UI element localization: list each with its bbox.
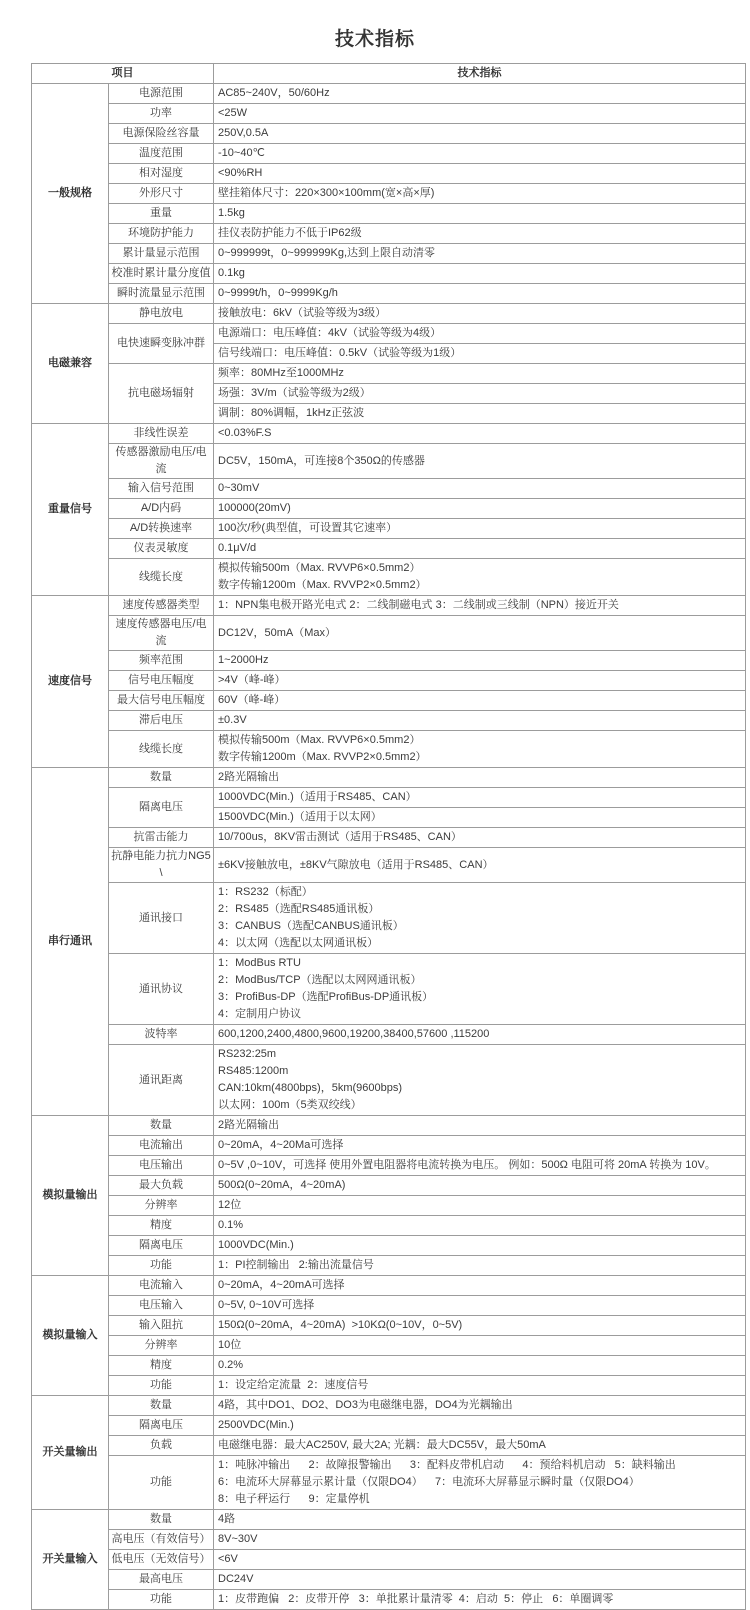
value-line: 以太网：100m（5类双绞线） [218, 1099, 362, 1111]
param-cell: 分辨率 [109, 1196, 214, 1216]
value-cell [214, 364, 746, 384]
value-cell [214, 731, 746, 768]
param-cell: 功能 [109, 1590, 214, 1610]
table-row [32, 1156, 746, 1176]
value-cell [214, 1256, 746, 1276]
value-line: 1~2000Hz [218, 654, 269, 666]
table-row [32, 1136, 746, 1156]
table-header-spec: 技术指标 [214, 64, 746, 84]
table-row [32, 519, 746, 539]
value-line: RS232:25m [218, 1048, 277, 1060]
param-cell: 低电压（无效信号） [109, 1550, 214, 1570]
value-line: 6：电流环大屏幕显示累计量（仅限DO4） 7：电流环大屏幕显示瞬时量（仅限DO4） [218, 1476, 640, 1488]
value-line: 信号线端口：电压峰值：0.5kV（试验等级为1级） [218, 347, 462, 359]
param-cell: 滞后电压 [109, 711, 214, 731]
param-cell: 温度范围 [109, 144, 214, 164]
value-cell [214, 404, 746, 424]
value-line: 3：ProfiBus-DP（选配ProfiBus-DP通讯板） [218, 991, 434, 1003]
param-cell: 最高电压 [109, 1570, 214, 1590]
table-row [32, 124, 746, 144]
value-line: 场强：3V/m（试验等级为2级） [218, 387, 371, 399]
table-row [32, 1396, 746, 1416]
value-cell [214, 444, 746, 479]
value-line: 模拟传输500m（Max. RVVP6×0.5mm2） [218, 734, 421, 746]
param-cell: 速度传感器电压/电流 [109, 616, 214, 651]
param-cell: 抗静电能力抗力NG5\ [109, 848, 214, 883]
value-line: <90%RH [218, 167, 263, 179]
table-row [32, 244, 746, 264]
value-cell [214, 1436, 746, 1456]
param-cell: 线缆长度 [109, 731, 214, 768]
value-line: 0~20mA，4~20mA可选择 [218, 1279, 345, 1291]
value-line: 电磁继电器：最大AC250V, 最大2A; 光耦：最大DC55V，最大50mA [218, 1439, 546, 1451]
value-cell [214, 711, 746, 731]
table-row [32, 1456, 746, 1510]
category-cell: 重量信号 [32, 424, 109, 596]
value-line: ±6KV接触放电，±8KV气隙放电（适用于RS485、CAN） [218, 858, 494, 871]
value-line: 数字传输1200m（Max. RVVP2×0.5mm2） [218, 579, 427, 591]
category-cell: 模拟量输出 [32, 1116, 109, 1276]
table-row [32, 1356, 746, 1376]
value-line: 1：皮带跑偏 2：皮带开停 3：单批累计量清零 4：启动 5：停止 6：单圈调零 [218, 1593, 614, 1605]
value-line: 数字传输1200m（Max. RVVP2×0.5mm2） [218, 751, 427, 763]
param-cell: 仪表灵敏度 [109, 539, 214, 559]
param-cell: 输入阻抗 [109, 1316, 214, 1336]
value-cell [214, 384, 746, 404]
value-cell [214, 1045, 746, 1116]
value-cell [214, 499, 746, 519]
value-line: <6V [218, 1553, 238, 1565]
param-cell: 抗电磁场辐射 [109, 364, 214, 424]
param-cell: 功能 [109, 1376, 214, 1396]
value-cell [214, 344, 746, 364]
spec-table-body [32, 84, 746, 1610]
table-row [32, 1196, 746, 1216]
value-line: 1：设定给定流量 2：速度信号 [218, 1379, 369, 1391]
value-line: 1000VDC(Min.)（适用于RS485、CAN） [218, 791, 417, 803]
value-cell [214, 204, 746, 224]
table-row [32, 304, 746, 324]
value-line: 1000VDC(Min.) [218, 1239, 294, 1251]
value-cell [214, 124, 746, 144]
value-cell [214, 1196, 746, 1216]
value-line: 1：吨脉冲输出 2：故障报警输出 3：配料皮带机启动 4：预给料机启动 5：缺料输出 [218, 1459, 676, 1471]
table-row [32, 1416, 746, 1436]
value-line: RS485:1200m [218, 1065, 289, 1077]
table-row [32, 224, 746, 244]
value-cell [214, 954, 746, 1025]
param-cell: 电压输出 [109, 1156, 214, 1176]
value-cell [214, 84, 746, 104]
value-line: 1：ModBus RTU [218, 957, 301, 969]
value-line: 1500VDC(Min.)（适用于以太网） [218, 811, 382, 823]
table-header-item: 项目 [32, 64, 214, 84]
value-line: 12位 [218, 1199, 242, 1211]
value-line: 0.1% [218, 1219, 244, 1231]
table-row [32, 84, 746, 104]
value-cell [214, 808, 746, 828]
category-cell: 开关量输出 [32, 1396, 109, 1510]
value-cell [214, 1550, 746, 1570]
table-row [32, 1116, 746, 1136]
value-cell [214, 244, 746, 264]
value-cell [214, 424, 746, 444]
value-line: DC5V，150mA，可连接8个350Ω的传感器 [218, 454, 425, 467]
param-cell: 频率范围 [109, 651, 214, 671]
param-cell: 数量 [109, 1396, 214, 1416]
value-cell [214, 1156, 746, 1176]
value-line: 1.5kg [218, 207, 245, 219]
table-row [32, 1216, 746, 1236]
value-line: 4：以太网（选配以太网通讯板） [218, 937, 379, 949]
value-line: 500Ω(0~20mA，4~20mA) [218, 1179, 346, 1191]
page-title: 技术指标 [334, 29, 415, 50]
table-row [32, 104, 746, 124]
table-row [32, 324, 746, 344]
param-cell: 输入信号范围 [109, 479, 214, 499]
table-row [32, 1336, 746, 1356]
table-row [32, 711, 746, 731]
value-line: 250V,0.5A [218, 127, 269, 139]
table-row [32, 828, 746, 848]
table-row [32, 1045, 746, 1116]
table-row [32, 444, 746, 479]
value-line: 0~20mA，4~20Ma可选择 [218, 1139, 344, 1151]
param-cell: 线缆长度 [109, 559, 214, 596]
value-cell [214, 1376, 746, 1396]
param-cell: 高电压（有效信号） [109, 1530, 214, 1550]
value-cell [214, 559, 746, 596]
value-line: 0~9999t/h，0~9999Kg/h [218, 287, 338, 299]
param-cell: 传感器激励电压/电流 [109, 444, 214, 479]
value-line: 10/700us，8KV雷击测试（适用于RS485、CAN） [218, 831, 462, 843]
table-row [32, 788, 746, 808]
value-cell [214, 1530, 746, 1550]
value-line: 0~5V, 0~10V可选择 [218, 1299, 315, 1311]
value-cell [214, 883, 746, 954]
param-cell: 数量 [109, 768, 214, 788]
value-cell [214, 479, 746, 499]
table-row [32, 1316, 746, 1336]
category-cell: 开关量输入 [32, 1510, 109, 1610]
value-cell [214, 104, 746, 124]
param-cell: 功率 [109, 104, 214, 124]
category-cell: 一般规格 [32, 84, 109, 304]
table-row [32, 731, 746, 768]
table-row [32, 1176, 746, 1196]
table-row [32, 1296, 746, 1316]
value-cell [214, 691, 746, 711]
value-cell [214, 164, 746, 184]
table-row [32, 1530, 746, 1550]
param-cell: 隔离电压 [109, 788, 214, 828]
value-line: DC24V [218, 1573, 254, 1585]
value-line: 调制：80%调幅，1kHz正弦波 [218, 407, 365, 419]
value-cell [214, 184, 746, 204]
param-cell: A/D转换速率 [109, 519, 214, 539]
value-cell [214, 519, 746, 539]
value-line: >4V（峰-峰） [218, 674, 286, 686]
value-line: 60V（峰-峰） [218, 694, 286, 706]
value-cell [214, 1296, 746, 1316]
param-cell: 静电放电 [109, 304, 214, 324]
value-cell [214, 1336, 746, 1356]
value-cell [214, 1510, 746, 1530]
value-cell [214, 651, 746, 671]
table-row [32, 1236, 746, 1256]
value-cell [214, 1176, 746, 1196]
value-cell [214, 671, 746, 691]
table-row [32, 264, 746, 284]
value-line: -10~40℃ [218, 147, 265, 159]
value-line: 10位 [218, 1339, 242, 1351]
value-cell [214, 144, 746, 164]
value-line: 接触放电：6kV（试验等级为3级） [218, 307, 387, 319]
param-cell: 瞬时流量显示范围 [109, 284, 214, 304]
value-line: 0~30mV [218, 482, 260, 494]
param-cell: 电源保险丝容量 [109, 124, 214, 144]
table-row [32, 954, 746, 1025]
value-line: 3：CANBUS（选配CANBUS通讯板） [218, 920, 404, 932]
table-row [32, 1376, 746, 1396]
table-row [32, 1550, 746, 1570]
value-line: 2：ModBus/TCP（选配以太网网通讯板） [218, 974, 422, 986]
table-row [32, 284, 746, 304]
value-line: 频率：80MHz至1000MHz [218, 367, 344, 379]
param-cell: 累计量显示范围 [109, 244, 214, 264]
value-line: 600,1200,2400,4800,9600,19200,38400,57600 ,115200 [218, 1028, 490, 1040]
value-cell [214, 828, 746, 848]
value-cell [214, 596, 746, 616]
value-line: <25W [218, 107, 248, 119]
value-line: 2：RS485（选配RS485通讯板） [218, 903, 380, 915]
table-row [32, 671, 746, 691]
param-cell: 环境防护能力 [109, 224, 214, 244]
param-cell: 通讯协议 [109, 954, 214, 1025]
table-row [32, 848, 746, 883]
table-row [32, 479, 746, 499]
value-line: 0.1kg [218, 267, 245, 279]
table-row [32, 1025, 746, 1045]
value-line: DC12V，50mA（Max） [218, 626, 336, 639]
param-cell: 电源范围 [109, 84, 214, 104]
table-row [32, 204, 746, 224]
value-line: 挂仪表防护能力不低于IP62级 [218, 227, 362, 239]
table-row [32, 424, 746, 444]
param-cell: 功能 [109, 1456, 214, 1510]
value-line: <0.03%F.S [218, 427, 272, 439]
value-cell [214, 304, 746, 324]
value-cell [214, 1570, 746, 1590]
table-row [32, 1256, 746, 1276]
param-cell: 通讯接口 [109, 883, 214, 954]
value-cell [214, 1236, 746, 1256]
category-cell: 电磁兼容 [32, 304, 109, 424]
param-cell: 电流输入 [109, 1276, 214, 1296]
param-cell: 重量 [109, 204, 214, 224]
table-row [32, 559, 746, 596]
value-line: 4路，其中DO1、DO2、DO3为电磁继电器，DO4为光耦输出 [218, 1399, 513, 1411]
value-cell [214, 1356, 746, 1376]
value-line: 1：PI控制输出 2:输出流量信号 [218, 1259, 374, 1271]
value-cell [214, 1276, 746, 1296]
value-cell [214, 768, 746, 788]
table-row [32, 651, 746, 671]
value-line: 电源端口：电压峰值：4kV（试验等级为4级） [218, 327, 442, 339]
value-cell [214, 616, 746, 651]
table-row [32, 144, 746, 164]
param-cell: 信号电压幅度 [109, 671, 214, 691]
table-row [32, 1510, 746, 1530]
value-cell [214, 224, 746, 244]
table-header-row [32, 64, 746, 84]
table-row [32, 1436, 746, 1456]
table-row [32, 596, 746, 616]
param-cell: 通讯距离 [109, 1045, 214, 1116]
param-cell: 隔离电压 [109, 1236, 214, 1256]
value-line: 0.2% [218, 1359, 244, 1371]
param-cell: 隔离电压 [109, 1416, 214, 1436]
param-cell: 精度 [109, 1216, 214, 1236]
table-row [32, 691, 746, 711]
value-line: 150Ω(0~20mA，4~20mA) >10KΩ(0~10V，0~5V) [218, 1319, 463, 1331]
table-row [32, 768, 746, 788]
param-cell: 最大信号电压幅度 [109, 691, 214, 711]
param-cell: 最大负载 [109, 1176, 214, 1196]
value-line: 8V~30V [218, 1533, 258, 1545]
value-cell [214, 1216, 746, 1236]
value-cell [214, 264, 746, 284]
value-line: CAN:10km(4800bps)，5km(9600bps) [218, 1082, 403, 1094]
param-cell: 负载 [109, 1436, 214, 1456]
table-row [32, 499, 746, 519]
value-cell [214, 848, 746, 883]
param-cell: 功能 [109, 1256, 214, 1276]
value-line: 100000(20mV) [218, 502, 291, 514]
table-row [32, 1276, 746, 1296]
table-row [32, 616, 746, 651]
param-cell: 外形尺寸 [109, 184, 214, 204]
table-row [32, 883, 746, 954]
value-line: 8：电子秤运行 9：定量停机 [218, 1493, 370, 1505]
category-cell: 串行通讯 [32, 768, 109, 1116]
value-line: 2路光隔输出 [218, 1119, 280, 1131]
param-cell: 速度传感器类型 [109, 596, 214, 616]
value-cell [214, 1116, 746, 1136]
value-cell [214, 1025, 746, 1045]
table-row [32, 364, 746, 384]
value-line: 4：定制用户协议 [218, 1008, 302, 1020]
param-cell: 分辨率 [109, 1336, 214, 1356]
param-cell: 电流输出 [109, 1136, 214, 1156]
param-cell: 抗雷击能力 [109, 828, 214, 848]
value-line: 0~5V ,0~10V，可选择 使用外置电阻器将电流转换为电压。 例如：500Ω 电阻可将 20mA 转换为 10V。 [218, 1159, 716, 1171]
value-cell [214, 1396, 746, 1416]
table-row [32, 164, 746, 184]
param-cell: 校准时累计量分度值 [109, 264, 214, 284]
category-cell: 模拟量输入 [32, 1276, 109, 1396]
param-cell: 波特率 [109, 1025, 214, 1045]
value-line: 模拟传输500m（Max. RVVP6×0.5mm2） [218, 562, 421, 574]
param-cell: 数量 [109, 1510, 214, 1530]
value-cell [214, 788, 746, 808]
value-cell [214, 1136, 746, 1156]
table-row [32, 539, 746, 559]
value-cell [214, 1416, 746, 1436]
value-line: ±0.3V [218, 714, 247, 726]
param-cell: 精度 [109, 1356, 214, 1376]
value-cell [214, 284, 746, 304]
value-line: 壁挂箱体尺寸：220×300×100mm(宽×高×厚) [218, 187, 435, 199]
param-cell: 电压输入 [109, 1296, 214, 1316]
param-cell: 非线性误差 [109, 424, 214, 444]
table-row [32, 184, 746, 204]
param-cell: A/D内码 [109, 499, 214, 519]
value-line: 100次/秒(典型值，可设置其它速率） [218, 522, 398, 534]
value-line: 4路 [218, 1513, 236, 1525]
value-line: 0~999999t，0~999999Kg,达到上限自动清零 [218, 247, 436, 259]
value-cell [214, 324, 746, 344]
value-cell [214, 539, 746, 559]
value-line: 2路光隔输出 [218, 771, 280, 783]
param-cell: 电快速瞬变脉冲群 [109, 324, 214, 364]
value-cell [214, 1456, 746, 1510]
spec-table [31, 63, 746, 1610]
value-line: 0.1μV/d [218, 542, 257, 554]
value-line: 1：RS232（标配） [218, 886, 313, 898]
category-cell: 速度信号 [32, 596, 109, 768]
value-line: AC85~240V，50/60Hz [218, 87, 330, 99]
table-row [32, 1570, 746, 1590]
value-line: 1：NPN集电极开路光电式 2：二线制磁电式 3：二线制或三线制（NPN）接近开关 [218, 599, 619, 611]
param-cell: 数量 [109, 1116, 214, 1136]
param-cell: 相对湿度 [109, 164, 214, 184]
value-line: 2500VDC(Min.) [218, 1419, 294, 1431]
value-cell [214, 1316, 746, 1336]
